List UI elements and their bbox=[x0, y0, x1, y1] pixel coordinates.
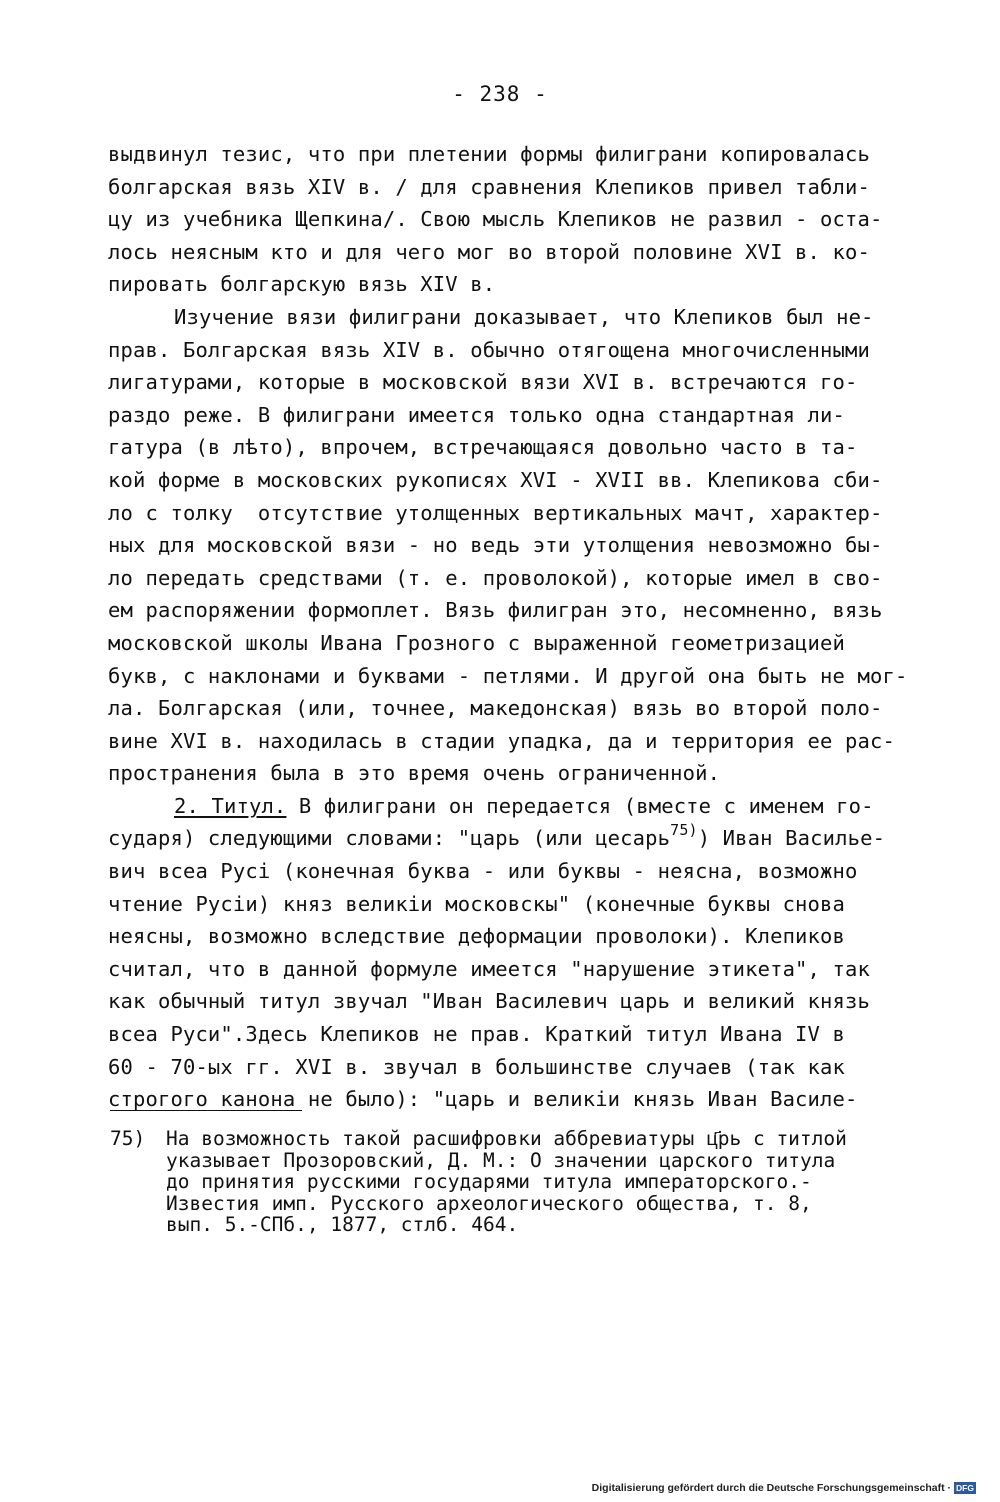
section-heading-line bbox=[108, 790, 908, 823]
text-line: болгарская вязь XIV в. / для сравнения Клепиков привел табли- bbox=[108, 174, 871, 199]
footnote-line: вып. 5.-СПб., 1877, стлб. 464. bbox=[166, 1213, 519, 1236]
text-line: считал, что в данной формуле имеется "нарушение этикета", так bbox=[108, 956, 871, 981]
text-line: букв, с наклонами и буквами - петлями. И другой она быть не мог- bbox=[108, 663, 908, 688]
text-line: лигатурами, которые в московской вязи XVI в. встречаются го- bbox=[108, 370, 858, 395]
text-fragment: ) Иван Василье- bbox=[697, 826, 886, 851]
text-line: московской школы Ивана Грозного с выраженной геометризацией bbox=[108, 630, 846, 655]
section-heading: 2. Титул. bbox=[174, 793, 287, 818]
text-line: кой форме в московских рукописях XVI - XVII вв. Клепикова сби- bbox=[108, 467, 883, 492]
dfg-logo: DFG bbox=[956, 1483, 974, 1493]
text-line: ло с толку отсутствие утолщенных вертикальных мачт, характер- bbox=[108, 500, 883, 525]
text-line: всеа Руси".Здесь Клепиков не прав. Краткий титул Ивана IV в bbox=[108, 1022, 846, 1047]
text-line: неясны, возможно вследствие деформации проволоки). Клепиков bbox=[108, 924, 846, 949]
footnote-reference[interactable]: 75) bbox=[670, 820, 698, 839]
footnote-line bbox=[110, 1128, 910, 1150]
text-line: строгого канона не было): "царь и великіи князь Иван Василе- bbox=[108, 1087, 858, 1112]
footnote-line: указывает Прозоровский, Д. М.: О значении царского титула bbox=[166, 1148, 836, 1172]
footnote-divider bbox=[110, 1110, 302, 1111]
text-line: 60 - 70-ых гг. XVI в. звучал в большинстве случаев (так как bbox=[108, 1054, 846, 1079]
text-line: цу из учебника Щепкина/. Свою мысль Клепиков не развил - оста- bbox=[108, 207, 883, 232]
page-number: - 238 - bbox=[452, 82, 548, 106]
text-line: раздо реже. В филиграни имеется только одна стандартная ли- bbox=[108, 402, 846, 427]
footnote-marker: 75) bbox=[110, 1127, 146, 1150]
text-line: лось неясным кто и для чего мог во второй половине XVI в. ко- bbox=[108, 239, 871, 264]
text-line: ных для московской вязи - но ведь эти утолщения невозможно бы- bbox=[108, 533, 883, 558]
text-fragment: В филиграни он передается (вместе с именем го- bbox=[286, 793, 874, 818]
footnote-line: до принятия русскими государями титула императорского.- bbox=[166, 1170, 812, 1193]
footnote bbox=[110, 1128, 910, 1236]
text-line-with-footnote-ref bbox=[108, 822, 908, 855]
body-text bbox=[108, 138, 908, 1116]
text-line: ло передать средствами (т. е. проволокой), которые имел в сво- bbox=[108, 565, 883, 590]
credit-text: Digitalisierung gefördert durch die Deutsche Forschungsgemeinschaft · bbox=[591, 1482, 952, 1494]
text-line: выдвинул тезис, что при плетении формы филиграни копировалась bbox=[108, 142, 871, 166]
text-line: пространения была в это время очень ограниченной. bbox=[108, 761, 721, 786]
text-line: пировать болгарскую вязь XIV в. bbox=[108, 272, 496, 297]
text-line: как обычный титул звучал "Иван Василевич царь и великий князь bbox=[108, 989, 871, 1014]
text-line: вич всеа Русі (конечная буква - или буквы - неясна, возможно bbox=[108, 859, 858, 884]
text-line: чтение Русіи) княз великіи московскы" (конечные буквы снова bbox=[108, 891, 846, 916]
text-fragment: сударя) следующими словами: "царь (или цесарь bbox=[108, 826, 671, 851]
digitization-credit bbox=[592, 1482, 976, 1494]
text-line: гатура (в лѣто), впрочем, встречающаяся довольно часто в та- bbox=[108, 435, 858, 460]
text-line: Изучение вязи филиграни доказывает, что Клепиков был не- bbox=[174, 304, 874, 329]
footnote-text: На возможность такой расшифровки аббревиатуры ц҃рь с титлой bbox=[166, 1127, 847, 1150]
text-line: прав. Болгарская вязь XIV в. обычно отягощена многочисленными bbox=[108, 337, 871, 362]
text-line: ем распоряжении формоплет. Вязь филигран это, несомненно, вязь bbox=[108, 598, 883, 623]
footnote-line: Известия имп. Русского археологического общества, т. 8, bbox=[166, 1191, 812, 1215]
text-line: вине XVI в. находилась в стадии упадка, да и территория ее рас- bbox=[108, 728, 895, 753]
text-line: ла. Болгарская (или, точнее, македонская) вязь во второй поло- bbox=[108, 696, 883, 721]
